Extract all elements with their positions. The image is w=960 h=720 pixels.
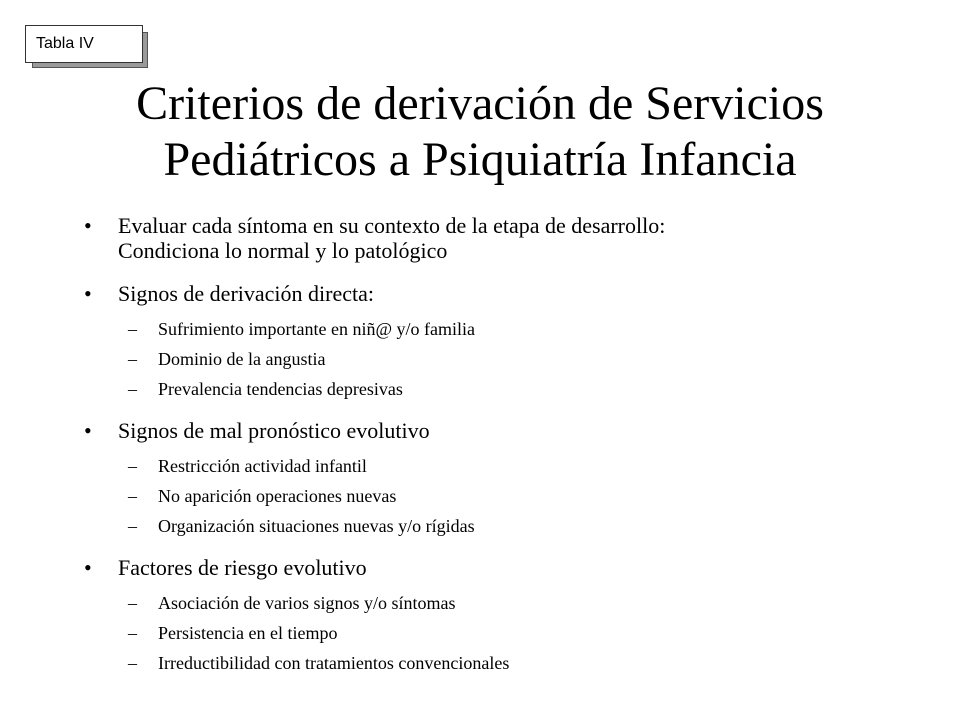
bullet-poor-prognosis-signs (84, 418, 904, 443)
bullet-text-line-2: Condiciona lo normal y lo patológico (118, 238, 448, 263)
dash-icon: – (128, 319, 137, 339)
page-title-line-2: Pediátricos a Psiquiatría Infancia (163, 133, 797, 186)
sub-item-text: Dominio de la angustia (158, 349, 326, 369)
bullet-text: Factores de riesgo evolutivo (118, 555, 367, 580)
sub-item-text: No aparición operaciones nuevas (158, 486, 397, 506)
page-title (0, 76, 960, 188)
bullet-dot-icon: • (84, 555, 92, 580)
page-title-line-1: Criterios de derivación de Servicios (136, 77, 824, 130)
sub-item (84, 515, 904, 537)
sub-item (84, 378, 904, 400)
sub-item (84, 592, 904, 614)
dash-icon: – (128, 653, 137, 673)
sub-item (84, 485, 904, 507)
dash-icon: – (128, 623, 137, 643)
bullet-risk-factors (84, 555, 904, 580)
bullet-dot-icon: • (84, 418, 92, 443)
sub-item-text: Organización situaciones nuevas y/o rígidas (158, 516, 475, 536)
sub-item-text: Persistencia en el tiempo (158, 623, 338, 643)
bullet-dot-icon: • (84, 281, 92, 306)
sub-item-text: Sufrimiento importante en niñ@ y/o familia (158, 319, 476, 339)
criteria-list (84, 213, 904, 682)
sub-item-text: Irreductibilidad con tratamientos convencionales (158, 653, 510, 673)
dash-icon: – (128, 593, 137, 613)
dash-icon: – (128, 379, 137, 399)
bullet-evaluate-symptom (84, 213, 904, 263)
dash-icon: – (128, 349, 137, 369)
dash-icon: – (128, 516, 137, 536)
bullet-direct-referral-signs (84, 281, 904, 306)
sub-item-text: Restricción actividad infantil (158, 456, 367, 476)
table-tag-label: Tabla IV (25, 25, 143, 63)
bullet-text: Signos de derivación directa: (118, 281, 374, 306)
bullet-dot-icon: • (84, 213, 92, 238)
sub-item-text: Prevalencia tendencias depresivas (158, 379, 403, 399)
dash-icon: – (128, 486, 137, 506)
sub-item-text: Asociación de varios signos y/o síntomas (158, 593, 456, 613)
sub-item (84, 348, 904, 370)
sub-item (84, 622, 904, 644)
sub-item (84, 318, 904, 340)
table-tag (25, 25, 143, 63)
sub-item (84, 652, 904, 674)
spacer (84, 545, 904, 555)
sub-item (84, 455, 904, 477)
dash-icon: – (128, 456, 137, 476)
bullet-text: Signos de mal pronóstico evolutivo (118, 418, 430, 443)
spacer (84, 408, 904, 418)
bullet-text-line-1: Evaluar cada síntoma en su contexto de la etapa de desarrollo: (118, 213, 666, 238)
